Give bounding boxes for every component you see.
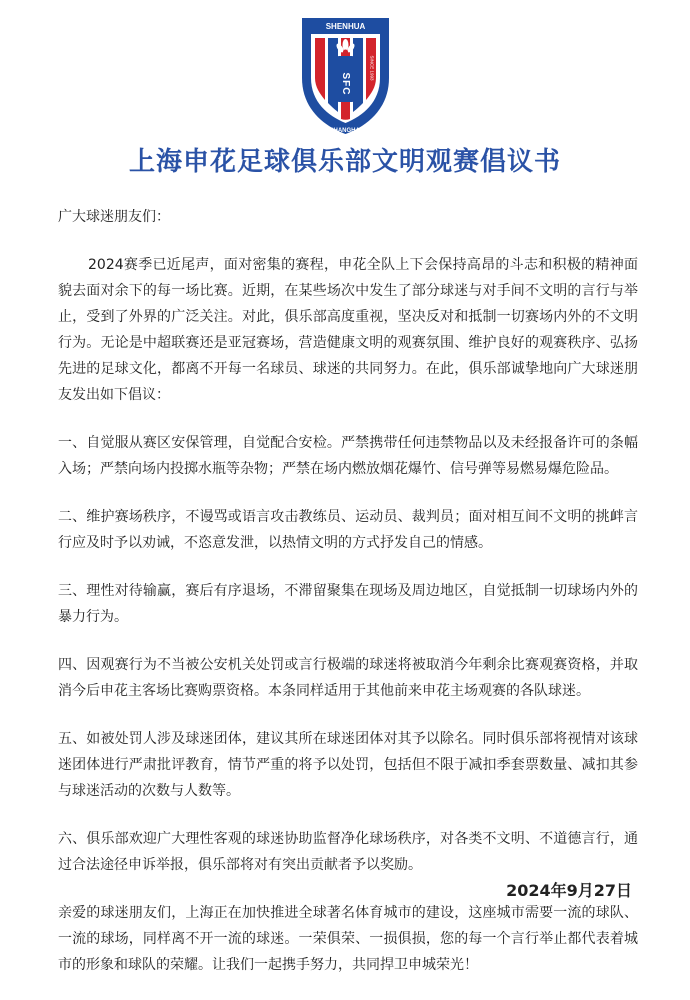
proposal-item-4: 四、因观赛行为不当被公安机关处罚或言行极端的球迷将被取消今年剩余比赛观赛资格，并取消今后申花主客场比赛购票资格。本条同样适用于其他前来申花主场观赛的各队球迷。 [58,657,638,699]
logo-bottom-text: SHANGHAI [329,128,362,134]
intro-paragraph: 2024赛季已近尾声，面对密集的赛程，申花全队上下会保持高昂的斗志和积极的精神面貌去面对余下的每一场比赛。近期，在某些场次中发生了部分球迷与对手间不文明的言行与举止，受到了外界的广泛关注。对此，俱乐部高度重视，坚决反对和抵制一切赛场内外的不文明行为。无论是中超联赛还是亚冠赛场，营造健康文明的观赛氛围、维护良好的观赛秩序、弘扬先进的足球文化，都离不开每一名球员、球迷的共同努力。在此，俱乐部诚挚地向广大球迷朋友发出如下倡议： [58,257,638,403]
document-title: 上海申花足球俱乐部文明观赛倡议书 [128,147,561,177]
shenhua-club-logo [298,16,393,136]
logo-top-text: SHENHUA [325,22,366,31]
proposal-item-1: 一、自觉服从赛区安保管理，自觉配合安检。严禁携带任何违禁物品以及未经报备许可的条幅入场；严禁向场内投掷水瓶等杂物；严禁在场内燃放烟花爆竹、信号弹等易燃易爆危险品。 [58,435,638,477]
greeting: 广大球迷朋友们： [58,209,170,225]
logo-side-text: SINCE 1993 [369,55,375,81]
proposal-item-5: 五、如被处罚人涉及球迷团体，建议其所在球迷团体对其予以除名。同时俱乐部将视情对该球迷团体进行严肃批评教育，情节严重的将予以处罚，包括但不限于减扣季套票数量、减扣其参与球迷活动的次数与人数等。 [58,731,638,799]
proposal-item-2: 二、维护赛场秩序，不谩骂或语言攻击教练员、运动员、裁判员；面对相互间不文明的挑衅言行应及时予以劝诫，不恣意发泄，以热情文明的方式抒发自己的情感。 [58,509,638,551]
closing-paragraph: 亲爱的球迷朋友们，上海正在加快推进全球著名体育城市的建设，这座城市需要一流的球队、一流的球场，同样离不开一流的球迷。一荣俱荣、一损俱损，您的每一个言行举止都代表着城市的形象和球队的荣耀。让我们一起携手努力，共同捍卫申城荣光！ [58,905,638,973]
document-date: 2024年9月27日 [506,881,632,900]
logo-monogram: SFC [340,72,351,96]
proposal-item-6: 六、俱乐部欢迎广大理性客观的球迷协助监督净化球场秩序，对各类不文明、不道德言行，通过合法途径申诉举报，俱乐部将对有突出贡献者予以奖励。 [58,831,638,873]
proposal-item-3: 三、理性对待输赢，赛后有序退场，不滞留聚集在现场及周边地区，自觉抵制一切球场内外的暴力行为。 [58,583,638,625]
